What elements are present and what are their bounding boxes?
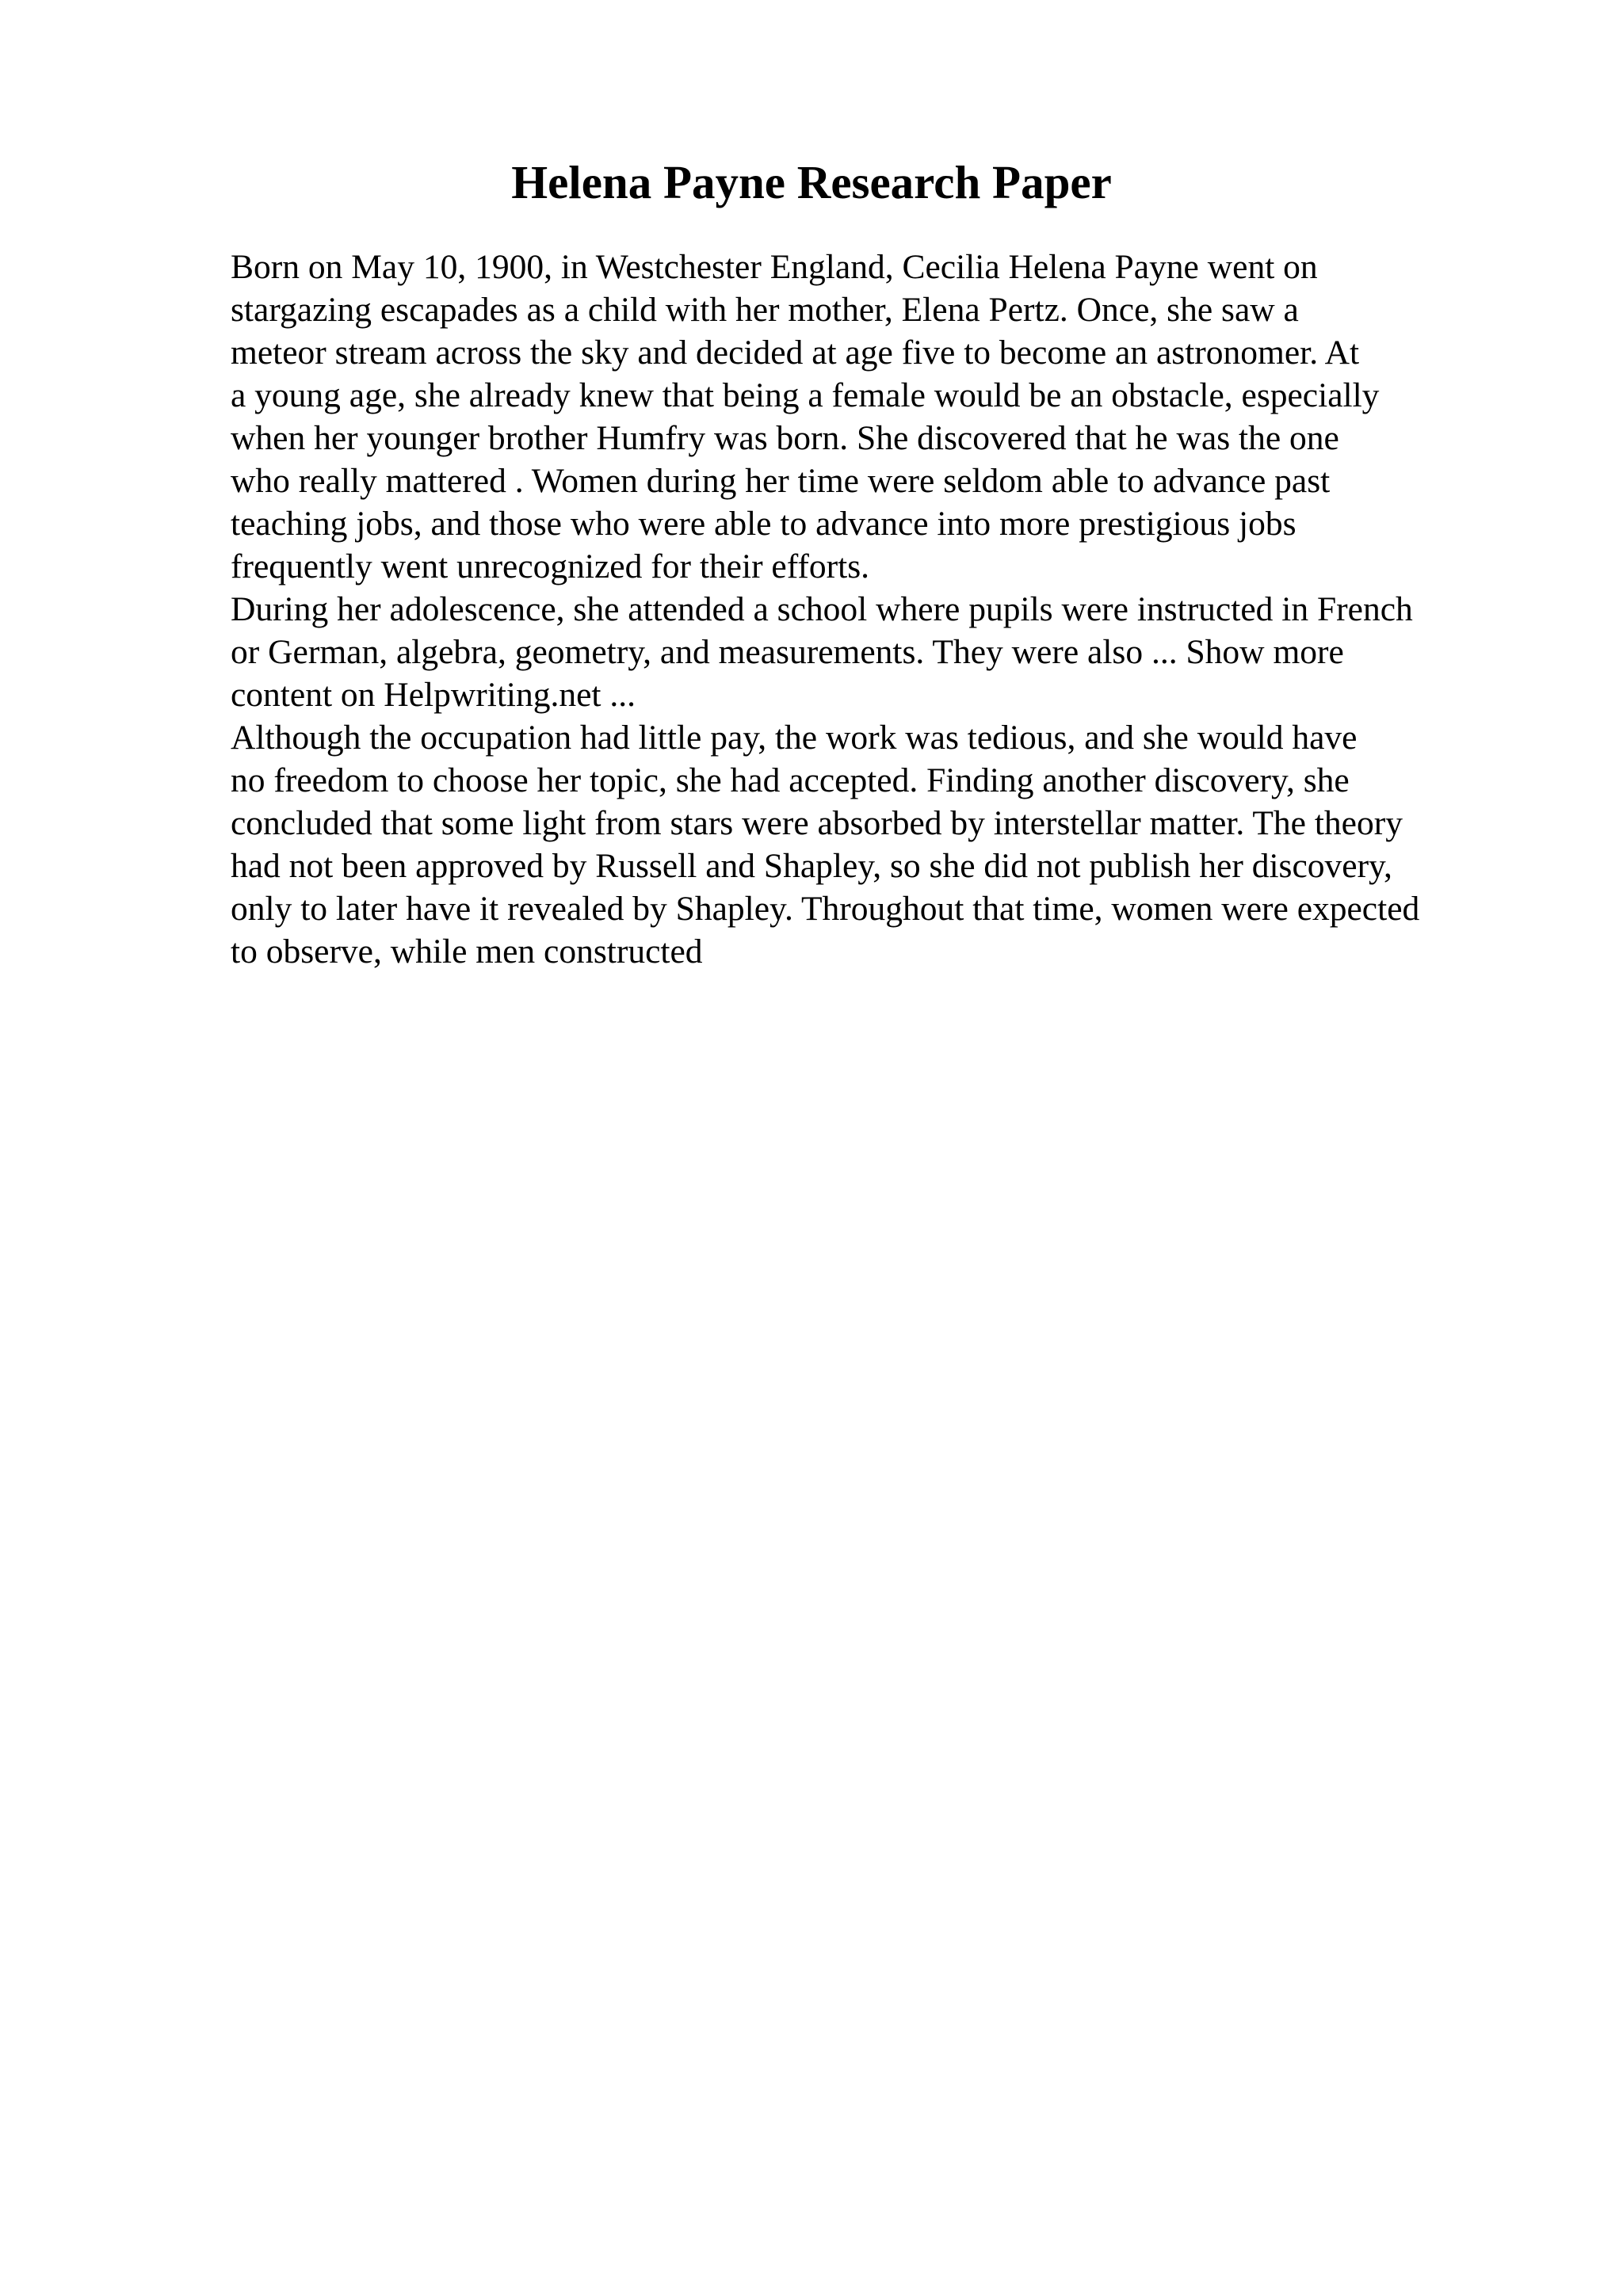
text-line: to observe, while men constructed — [231, 933, 703, 971]
text-line: stargazing escapades as a child with her mother, Elena Pertz. Once, she saw a — [231, 291, 1299, 329]
text-line: content on Helpwriting.net ... — [231, 676, 636, 714]
text-line: only to later have it revealed by Shapley. Throughout that time, women were expected — [231, 890, 1420, 928]
document-title: Helena Payne Research Paper — [511, 156, 1112, 208]
paragraph-2 — [231, 588, 1610, 716]
text-line: teaching jobs, and those who were able to advance into more prestigious jobs — [231, 505, 1296, 543]
document-body — [231, 246, 1610, 973]
text-line: a young age, she already knew that being a female would be an obstacle, especially — [231, 376, 1380, 414]
text-line: Born on May 10, 1900, in Westchester England, Cecilia Helena Payne went on — [231, 248, 1318, 286]
text-line: no freedom to choose her topic, she had accepted. Finding another discovery, she — [231, 761, 1350, 799]
paragraph-3 — [231, 716, 1610, 973]
text-line: Although the occupation had little pay, the work was tedious, and she would have — [231, 719, 1358, 757]
text-line: During her adolescence, she attended a school where pupils were instructed in French — [231, 590, 1413, 628]
text-line: concluded that some light from stars were absorbed by interstellar matter. The theory — [231, 804, 1403, 842]
paragraph-1 — [231, 246, 1610, 588]
text-line: frequently went unrecognized for their efforts. — [231, 547, 870, 585]
text-line: when her younger brother Humfry was born. She discovered that he was the one — [231, 419, 1339, 457]
text-line: meteor stream across the sky and decided at age five to become an astronomer. At — [231, 334, 1360, 372]
text-line: or German, algebra, geometry, and measurements. They were also ... Show more — [231, 633, 1344, 671]
text-line: had not been approved by Russell and Shapley, so she did not publish her discovery, — [231, 847, 1392, 885]
text-line: who really mattered . Women during her time were seldom able to advance past — [231, 462, 1331, 500]
